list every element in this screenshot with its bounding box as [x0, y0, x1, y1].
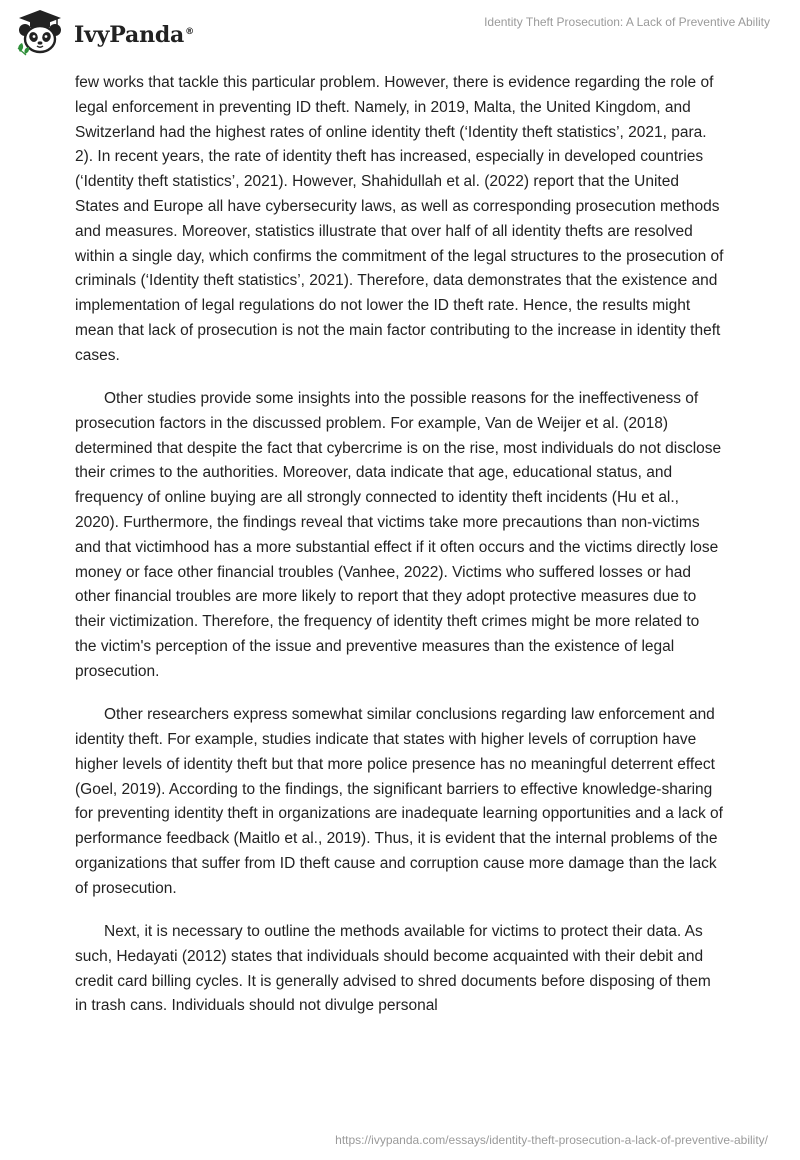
- panda-graduate-icon: [14, 8, 66, 58]
- page-header: [0, 0, 800, 70]
- brand-name: [74, 22, 194, 48]
- essay-body: [75, 71, 725, 1038]
- paragraph: Other researchers express somewhat similar conclusions regarding law enforcement and identity theft. For example, studies indicate that states with higher levels of corruption have higher levels of identity theft but that more police presence has no meaningful deterrent effect (Goel, 2019). According to the findings, the significant barriers to effective knowledge-sharing for preventing identity theft in organizations are inadequate learning opportunities and a lack of performance feedback (Maitlo et al., 2019). Thus, it is evident that the internal problems of the organizations that suffer from ID theft cause and corruption cause more damage than the lack of prosecution.: [75, 706, 723, 897]
- ivypanda-logo[interactable]: [14, 8, 194, 58]
- paragraph: Other studies provide some insights into the possible reasons for the ineffectiveness of prosecution factors in the discussed problem. For example, Van de Weijer et al. (2018) determined that despite the fact that cybercrime is on the rise, most individuals do not disclose their crimes to the authorities. Moreover, data indicate that age, educational status, and frequency of online buying are all strongly connected to identity theft incidents (Hu et al., 2020). Furthermore, the findings reveal that victims take more precautions than non-victims and that victimhood has a more substantial effect if it often occurs and the victims directly lose money or face other financial troubles (Vanhee, 2022). Victims who suffered losses or had other financial troubles are more likely to report that they adopt protective measures due to their victimization. Therefore, the frequency of identity theft crimes might be more related to the victim's perception of the issue and preventive measures than the existence of legal prosecution.: [75, 390, 722, 680]
- document-title: Identity Theft Prosecution: A Lack of Preventive Ability: [484, 15, 770, 29]
- brand-name-text: IvyPanda: [74, 22, 185, 48]
- paragraph: Next, it is necessary to outline the methods available for victims to protect their data. As such, Hedayati (2012) states that individuals should become acquainted with their debit and credit card billing cycles. It is generally advised to shred documents before disposing of them in trash cans. Individuals should not divulge personal: [75, 923, 711, 1015]
- paragraph: few works that tackle this particular problem. However, there is evidence regarding the role of legal enforcement in preventing ID theft. Namely, in 2019, Malta, the United Kingdom, and Switzerland had the highest rates of online identity theft (‘Identity theft statistics’, 2021, para. 2). In recent years, the rate of identity theft has increased, especially in developed countries (‘Identity theft statistics’, 2021). However, Shahidullah et al. (2022) report that the United States and Europe all have cybersecurity laws, as well as corresponding prosecution methods and measures. Moreover, statistics illustrate that over half of all identity thefts are resolved within a single day, which confirms the commitment of the legal structures to the prosecution of criminals (‘Identity theft statistics’, 2021). Therefore, data demonstrates that the existence and implementation of legal regulations do not lower the ID theft rate. Hence, the results might mean that lack of prosecution is not the main factor contributing to the increase in identity theft cases.: [75, 74, 724, 364]
- source-url[interactable]: https://ivypanda.com/essays/identity-theft-prosecution-a-lack-of-preventive-ability/: [335, 1133, 768, 1147]
- registered-mark: ®: [185, 26, 194, 37]
